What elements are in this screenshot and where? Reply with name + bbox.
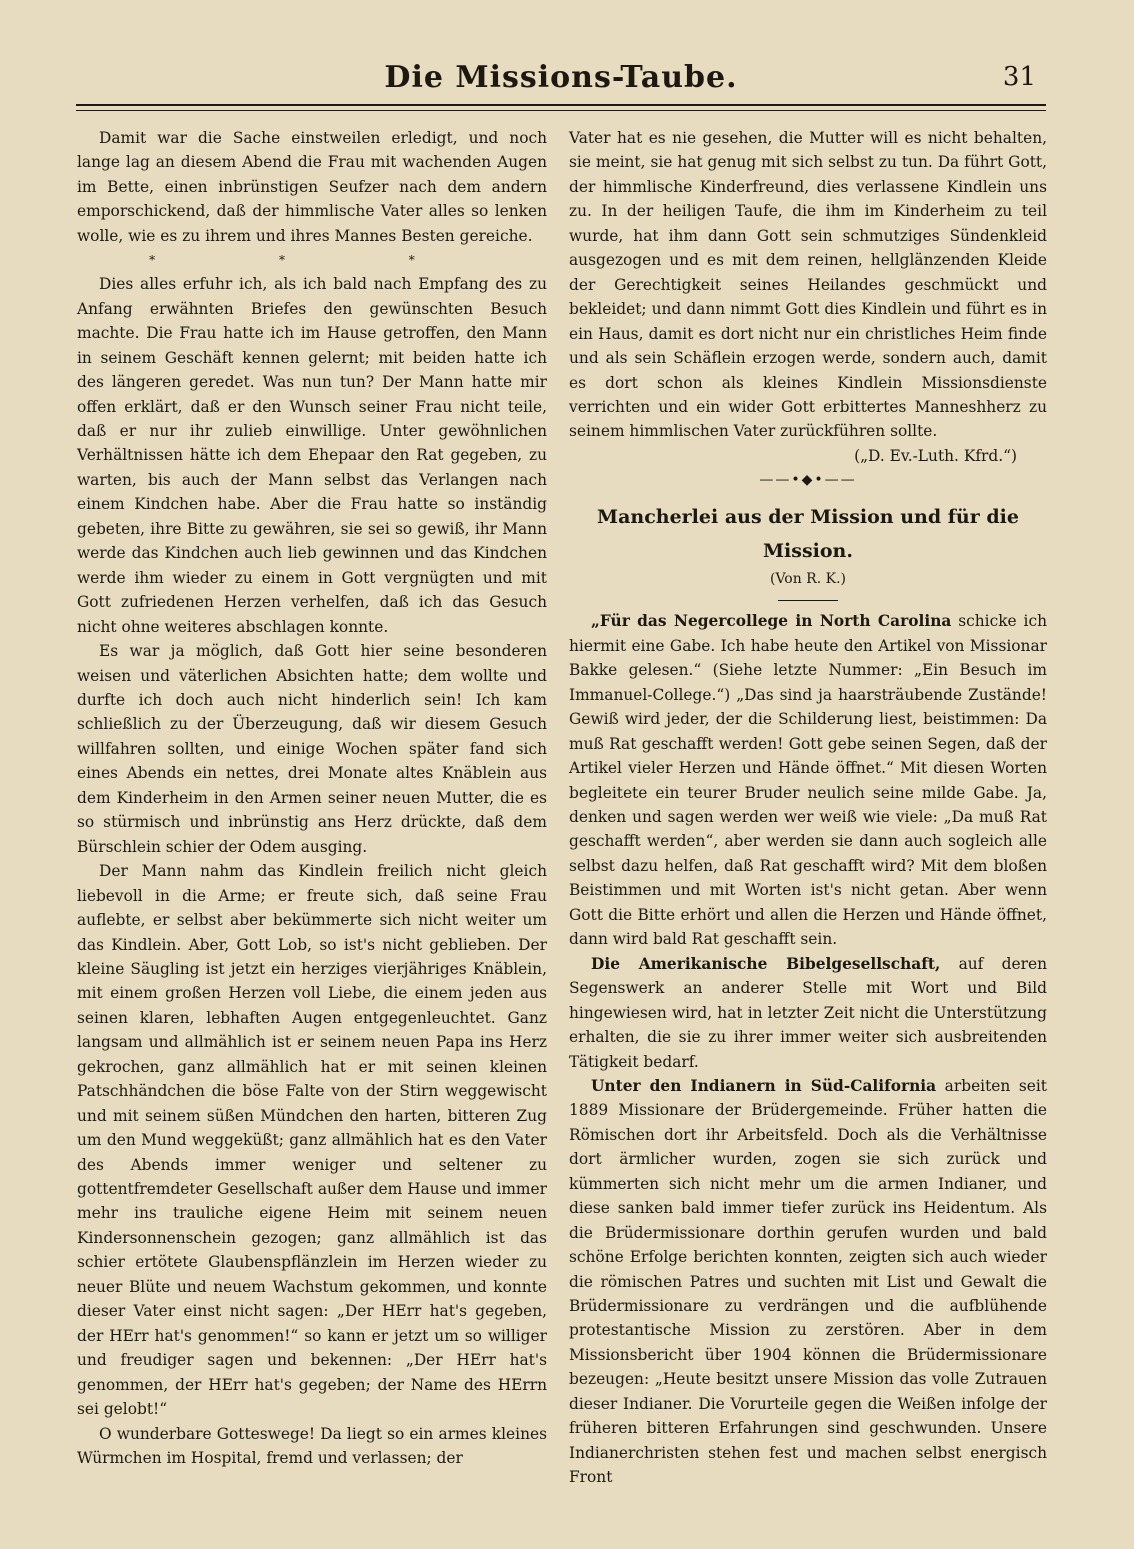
paragraph: [569, 1074, 1047, 1490]
header-rule-thick: [76, 104, 1046, 106]
paragraph: Dies alles erfuhr ich, als ich bald nach Empfang des zu Anfang erwähnten Briefes den gewünschten Besuch machte. Die Frau hatte ich im Hause getroffen, den Mann in seinem Geschäft kennen gelernt; mit beiden hatte ich des längeren geredet. Was nun tun? Der Mann hatte mir offen erklärt, daß er den Wunsch seiner Frau nicht teile, daß er nur ihr zulieb einwillige. Unter gewöhnlichen Verhältnissen hätte ich dem Ehepaar den Rat gegeben, zu warten, bis auch der Mann selbst das Verlangen nach einem Kindchen habe. Aber die Frau hatte so inständig gebeten, ihre Bitte zu gewähren, sie sei so gewiß, ihr Mann werde das Kindchen auch lieb gewinnen und das Kindchen werde ihm wieder zu einem in Gott vergnügten und mit Gott zufriedenen Herzen verhelfen, daß ich das Gesuch nicht ohne weiteres abschlagen konnte.: [77, 275, 547, 636]
paragraph: [569, 609, 1047, 951]
paragraph: [569, 952, 1047, 1074]
page-header: [76, 60, 1046, 104]
paragraph: Vater hat es nie gesehen, die Mutter will es nicht behalten, sie meint, sie hat genug mit sich selbst zu tun. Da führt Gott, der himmlische Kinderfreund, dies verlassene Kindlein uns zu. In der heiligen Taufe, die ihm im Kinderheim zu teil wurde, hat ihm dann Gott sein schmutziges Sündenkleid ausgezogen und es mit dem reinen, hellglänzenden Kleide der Gerechtigkeit seines Heilandes geschmückt und bekleidet; und dann nimmt Gott dies Kindlein und führt es in ein Haus, damit es dort nicht nur ein christliches Heim finde und als sein Schäflein erzogen werde, sondern auch, damit es dort schon als kleines Kindlein Missionsdienste verrichten und ein wider Gott erbittertes Manneshherz zu seinem himmlischen Vater zurückführen sollte.: [569, 129, 1047, 441]
page-number: 31: [1002, 62, 1036, 92]
byline: (Von R. K.): [770, 571, 846, 588]
paragraph-text: auf deren Segenswerk an anderer Stelle mit Wort und Bild hingewiesen wird, hat in letzter Zeit nicht die Unterstützung erhalten, die sie zu ihrer immer weiter sich ausbreitenden Tätigkeit bedarf.: [569, 954, 1047, 1071]
paragraph: Es war ja möglich, daß Gott hier seine besonderen weisen und väterlichen Absichten hatte; dem wollte und durfte ich doch auch nicht hinderlich sein! Ich kam schließlich zu der Überzeugung, daß wir diesem Gesuch willfahren sollten, und einige Wochen später fand sich eines Abends ein nettes, drei Monate altes Knäblein aus dem Kinderheim in den Armen seiner neuen Mutter, die es so stürmisch und inbrünstig ans Herz drückte, daß dem Bürschlein schier der Odem ausging.: [77, 642, 547, 856]
paragraph: O wunderbare Gotteswege! Da liegt so ein armes kleines Würmchen im Hospital, fremd und verlassen; der: [77, 1424, 547, 1468]
journal-title: Die Missions-Taube.: [384, 60, 738, 95]
paragraph-text: schicke ich hiermit eine Gabe. Ich habe heute den Artikel von Missionar Bakke gelesen.“ (Siehe letzte Nummer: „Ein Besuch im Immanuel-College.“) „Das sind ja haarsträubende Zustände! Gewiß wird jeder, der die Schilderung liest, beistimmen: Da muß Rat geschafft werden! Gott gebe seinen Segen, daß der Artikel vieler Herzen und Hände öffnet.“ Mit diesen Worten begleitete ein teurer Bruder neulich seine milde Gabe. Ja, denken und sagen werden wer weiß wie viele: „Da muß Rat geschafft werden“, aber werden sie dann auch sogleich alle selbst dazu helfen, daß Rat geschafft wird? Mit dem bloßen Beistimmen und mit Worten ist's nicht getan. Aber wenn Gott die Bitte erhört und allen die Herzen und Hände öffnet, dann wird bald Rat geschafft sein.: [569, 612, 1047, 949]
section-title: Mancherlei aus der Mission und für die Mission.: [597, 506, 1019, 563]
paragraph: Der Mann nahm das Kindlein freilich nicht gleich liebevoll in die Arme; er freute sich, daß seine Frau auflebte, er selbst aber bekümmerte sich nicht weiter um das Kindlein. Aber, Gott Lob, so ist's nicht geblieben. Der kleine Säugling ist jetzt ein herziges vierjähriges Knäblein, mit einem großen Herzen voll Liebe, die einem jeden aus seinen klaren, lebhaften Augen entgegenleuchtet. Ganz langsam und allmählich ist er seinem neuen Papa ins Herz gekrochen, ganz allmählich hat er mit seinen kleinen Patschhändchen die böse Falte von der Stirn weggewischt und mit seinem süßen Mündchen den harten, bitteren Zug um den Mund weggeküßt; ganz allmählich hat es den Vater des Abends immer weniger und seltener zu gottentfremdeter Gesellschaft außer dem Hause und immer mehr ins trauliche eigene Heim mit seinem neuen Kindersonnenschein gezogen; ganz allmählich ist das schier ertötete Glaubenspflänzlein im Herzen wieder zu neuer Blüte und neuem Wachstum gekommen, und konnte dieser Vater einst nicht sagen: „Der HErr hat's gegeben, der HErr hat's genommen!“ so kann er jetzt um so williger und freudiger sagen und bekennen: „Der HErr hat's genommen, der HErr hat's gegeben; der Name des HErrn sei gelobt!“: [77, 862, 547, 1419]
source-credit: („D. Ev.-Luth. Kfrd.“): [854, 446, 1017, 465]
paragraph-text: arbeiten seit 1889 Missionare der Brüdergemeinde. Früher hatten die Römischen dort ihr Arbeitsfeld. Doch als die Verhältnisse dort ärmlicher wurden, zogen sie sich zurück und kümmerten sich nicht mehr um die armen Indianer, und diese sanken bald immer tiefer zurück ins Heidentum. Als die Brüdermissionare dorthin gerufen wurden und bald schöne Erfolge berichten konnten, zeigten sich auch wieder die römischen Patres und suchten mit List und Gewalt die Brüdermissionare zu verdrängen und die aufblühende protestantische Mission zu zerstören. Aber in dem Missionsbericht über 1904 können die Brüdermissionare bezeugen: „Heute besitzt unsere Mission das volle Zutrauen dieser Indianer. Die Vorurteile gegen die Weißen infolge der früheren bitteren Erfahrungen sind geschwunden. Unsere Indianerchristen stehen fest und machen selbst energisch Front: [569, 1076, 1047, 1487]
left-column: [77, 126, 547, 1470]
ornament-divider: ——•◆•——: [759, 472, 857, 489]
paragraph: Damit war die Sache einstweilen erledigt, und noch lange lag an diesem Abend die Frau mit wachenden Augen im Bette, einen inbrünstigen Seufzer nach dem andern emporschickend, daß der himmlische Vater alles so lenken wolle, wie es zu ihrem und ihres Mannes Besten gereiche.: [77, 129, 547, 245]
section-break-stars: * * *: [149, 253, 475, 268]
paragraph-lead: Unter den Indianern in Süd-California: [591, 1076, 937, 1095]
paragraph-lead: „Für das Negercollege in North Carolina: [591, 612, 952, 631]
header-rule-thin: [76, 110, 1046, 111]
short-rule: [778, 600, 838, 601]
paragraph-lead: Die Amerikanische Bibelgesellschaft,: [591, 954, 941, 973]
right-column: [569, 126, 1047, 1490]
